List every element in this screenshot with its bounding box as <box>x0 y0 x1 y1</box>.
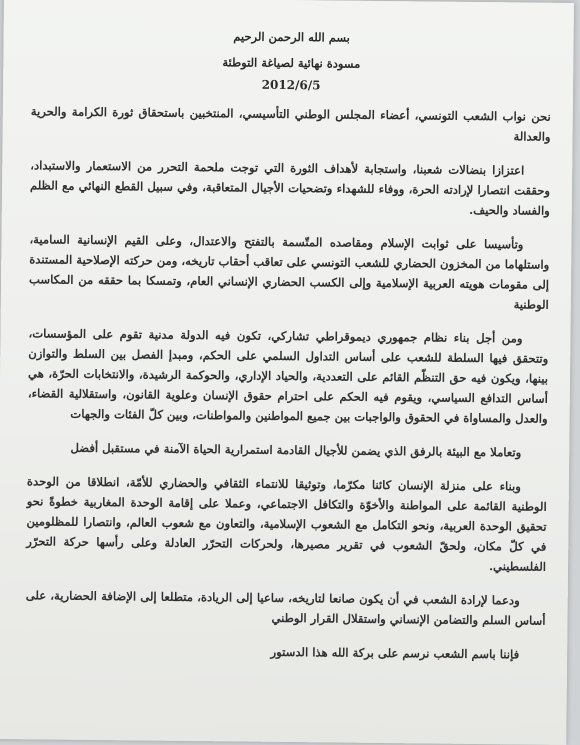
document-body <box>25 27 552 664</box>
paragraph-popular-will: ودعما لإرادة الشعب في أن يكون صانعا لتاريخه، ساعيا إلى الريادة، متطلعا إلى الإضافة الحضارية، على أساس السلم والتضامن الإنساني واستقلال القرار الوطني <box>25 588 546 628</box>
paragraph-closing: فإننا باسم الشعب نرسم على بركة الله هذا الدستور <box>270 644 520 662</box>
paragraph-revolution: اعتزازا بنضالات شعبنا، واستجابة لأهداف الثورة التي توجت ملحمة التحرر من الاستعمار والاستبداد، وحققت انتصارا لإرادته الحرة، ووفاء للشهداء وتضحيات الأجيال المتعاقبة، وفي سبيل القطع النهائي مع الظلم والفساد والحيف. <box>29 158 551 218</box>
paragraph-republican-system: ومن أجل بناء نظام جمهوري ديموقراطي تشاركي، تكون فيه الدولة مدنية تقوم على المؤسسات، وتتحقق فيها السلطة للشعب على أساس التداول السلمي على الحكم، ومبدإ الفصل بين السلط والتوازن بينها، ويكون فيه حق التنظّم القائم على التعددية، والحياد الإداري، والحوكمة الرشيدة، والانتخابات الحرّة، هي أساس التدافع السياسي، ويقوم فيه الحكم على احترام حقوق الإنسان وعلوية القانون، واستقلالية القضاء، والعدل والمساواة في الحقوق والواجبات بين جميع المواطنين والمواطنات، وبين كلّ الفئات والجهات <box>27 326 549 426</box>
document-subtitle: مسودة نهائية لصياغة التوطئة <box>222 55 361 71</box>
paragraph-islamic-values: وتأسيسا على ثوابت الإسلام ومقاصده المتّسمة بالتفتح والاعتدال، وعلى القيم الإنسانية السامية، واستلهاما من المخزون الحضاري للشعب التونسي على تعاقب أحقاب تاريخه، ومن حركته الإصلاحية المستندة إلى مقومات هويته العربية الإسلامية وإلى الكسب الحضاري الإنساني العام، وتمسكا بما حققه من المكاسب الوطنية <box>28 232 550 312</box>
document-date: 2012/6/5 <box>261 77 321 93</box>
paragraph-environment: وتعاملا مع البيئة بالرفق الذي يضمن للأجيال القادمة استمرارية الحياة الآمنة في مستقبل أفضل <box>70 440 522 460</box>
paragraph-preamble-intro: نحن نواب الشعب التونسي، أعضاء المجلس الوطني التأسيسي، المنتخبين باستحقاق ثورة الكرامة والحرية والعدالة <box>30 104 551 144</box>
basmala-heading: بسم الله الرحمن الرحيم <box>233 29 350 45</box>
paragraph-human-dignity: وبناء على منزلة الإنسان كائنا مكرّما، وتوثيقا للانتماء الثقافي والحضاري للأمّة، انطلاقا من الوحدة الوطنية القائمة على المواطنة والأخوّة والتكافل الاجتماعي، وعملا على إقامة الوحدة المغاربية خطوةً نحو تحقيق الوحدة العربية، ونحو التكامل مع الشعوب الإسلامية، والتعاون مع شعوب العالم، وانتصارا للمظلومين في كلّ مكان، ولحقّ الشعوب في تقرير مصيرها، ولحركات التحرّر العادلة وعلى رأسها حركة التحرّر الفلسطيني. <box>26 474 547 574</box>
